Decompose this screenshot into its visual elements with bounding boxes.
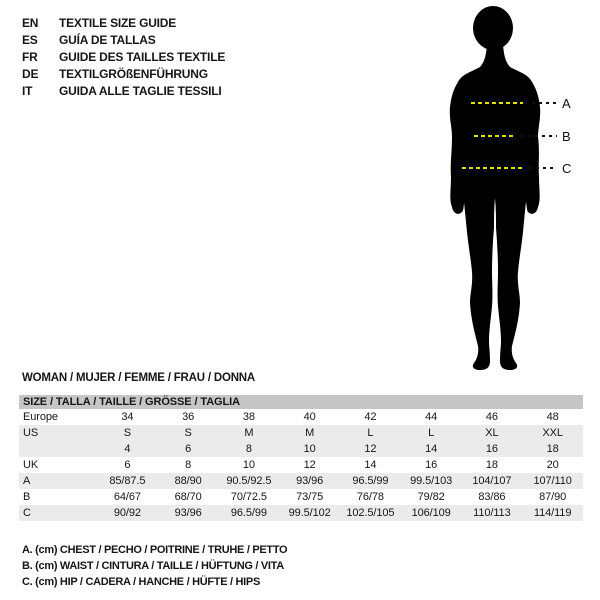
table-cell: 85/87.5 bbox=[109, 475, 146, 487]
table-cell: 4 bbox=[124, 443, 131, 455]
table-cell: 93/96 bbox=[296, 475, 324, 487]
table-cell: M bbox=[305, 427, 315, 439]
table-cell: 79/82 bbox=[417, 491, 445, 503]
table-cell: 12 bbox=[303, 459, 316, 471]
table-cell: 114/119 bbox=[533, 507, 572, 519]
table-row bbox=[19, 457, 583, 473]
table-cell: 16 bbox=[425, 459, 438, 471]
silhouette-head bbox=[473, 6, 513, 50]
size-table bbox=[19, 395, 583, 521]
language-row bbox=[22, 66, 225, 83]
table-cell: 18 bbox=[485, 459, 498, 471]
legend-line: A. (cm) CHEST / PECHO / POITRINE / TRUHE / PETTO bbox=[22, 544, 288, 556]
marker-label-a: A bbox=[562, 96, 571, 111]
table-cell: 46 bbox=[485, 411, 498, 423]
language-code: DE bbox=[22, 67, 39, 81]
table-cell: XL bbox=[485, 427, 499, 439]
table-row bbox=[19, 409, 583, 425]
table-cell: 110/113 bbox=[473, 507, 511, 519]
table-cell: 104/107 bbox=[472, 475, 512, 487]
marker-label-c: C bbox=[562, 161, 572, 176]
table-cell: 93/96 bbox=[174, 507, 202, 519]
size-table-body bbox=[19, 409, 583, 521]
table-cell: 48 bbox=[546, 411, 559, 423]
table-cell: 12 bbox=[364, 443, 377, 455]
size-table-header: SIZE / TALLA / TAILLE / GRÖSSE / TAGLIA bbox=[19, 395, 583, 409]
table-cell: 87/90 bbox=[539, 491, 567, 503]
table-cell: 8 bbox=[185, 459, 192, 471]
language-row bbox=[22, 83, 225, 100]
table-cell: 6 bbox=[185, 443, 192, 455]
language-title: GUÍA DE TALLAS bbox=[59, 33, 156, 47]
woman-silhouette-figure bbox=[400, 0, 600, 380]
table-cell: 64/67 bbox=[113, 491, 141, 503]
table-cell: XXL bbox=[542, 427, 563, 439]
table-cell: 83/86 bbox=[478, 491, 506, 503]
table-cell: 10 bbox=[303, 443, 316, 455]
language-title: TEXTILE SIZE GUIDE bbox=[59, 16, 177, 30]
table-cell: 107/110 bbox=[533, 475, 572, 487]
table-cell: 96.5/99 bbox=[230, 507, 267, 519]
table-row-label: A bbox=[23, 475, 31, 487]
table-row-label: C bbox=[23, 507, 31, 519]
table-cell: 42 bbox=[364, 411, 377, 423]
table-cell: 99.5/102 bbox=[288, 507, 331, 519]
table-cell: 99.5/103 bbox=[410, 475, 453, 487]
table-cell: M bbox=[244, 427, 254, 439]
table-row bbox=[19, 441, 583, 457]
table-cell: 90.5/92.5 bbox=[226, 475, 272, 487]
language-title: GUIDE DES TAILLES TEXTILE bbox=[59, 50, 226, 64]
table-cell: 38 bbox=[242, 411, 255, 423]
section-title-woman: WOMAN / MUJER / FEMME / FRAU / DONNA bbox=[22, 372, 256, 384]
language-row bbox=[22, 49, 225, 66]
table-cell: 8 bbox=[245, 443, 252, 455]
table-cell: 40 bbox=[303, 411, 316, 423]
table-cell: 10 bbox=[242, 459, 255, 471]
table-cell: 18 bbox=[546, 443, 559, 455]
table-cell: 73/75 bbox=[296, 491, 324, 503]
legend-line: C. (cm) HIP / CADERA / HANCHE / HÜFTE / HIPS bbox=[22, 576, 260, 588]
measurement-legend bbox=[22, 542, 287, 590]
woman-silhouette-svg bbox=[400, 0, 600, 380]
table-cell: 90/92 bbox=[113, 507, 141, 519]
table-cell: 106/109 bbox=[411, 507, 451, 519]
table-cell: 76/78 bbox=[356, 491, 384, 503]
table-cell: S bbox=[184, 427, 192, 439]
language-code: EN bbox=[22, 16, 39, 30]
language-code: ES bbox=[22, 33, 38, 47]
table-cell: L bbox=[428, 427, 435, 439]
woman-silhouette bbox=[450, 45, 540, 370]
table-cell: 14 bbox=[364, 459, 377, 471]
table-cell: L bbox=[367, 427, 374, 439]
language-code: IT bbox=[22, 84, 33, 98]
table-cell: 20 bbox=[546, 459, 559, 471]
language-title: TEXTILGRÖßENFÜHRUNG bbox=[59, 67, 208, 81]
table-cell: 14 bbox=[425, 443, 438, 455]
table-row bbox=[19, 489, 583, 505]
language-code: FR bbox=[22, 50, 38, 64]
table-row-label: US bbox=[23, 427, 39, 439]
table-row-label: Europe bbox=[23, 411, 58, 423]
table-cell: 70/72.5 bbox=[230, 491, 267, 503]
table-row bbox=[19, 425, 583, 441]
table-cell: 36 bbox=[182, 411, 195, 423]
table-cell: 44 bbox=[425, 411, 438, 423]
language-title: GUIDA ALLE TAGLIE TESSILI bbox=[59, 84, 222, 98]
table-cell: 16 bbox=[485, 443, 498, 455]
language-row bbox=[22, 15, 225, 32]
table-row-label: B bbox=[23, 491, 31, 503]
table-row-label: UK bbox=[23, 459, 39, 471]
table-cell: 34 bbox=[121, 411, 134, 423]
table-row bbox=[19, 473, 583, 489]
table-cell: 102.5/105 bbox=[346, 507, 395, 519]
table-cell: 88/90 bbox=[174, 475, 202, 487]
table-cell: 6 bbox=[124, 459, 131, 471]
language-row bbox=[22, 32, 225, 49]
table-row bbox=[19, 505, 583, 521]
table-cell: 68/70 bbox=[174, 491, 202, 503]
table-cell: S bbox=[123, 427, 131, 439]
language-title-list bbox=[22, 15, 225, 100]
marker-label-b: B bbox=[562, 129, 571, 144]
table-cell: 96.5/99 bbox=[352, 475, 389, 487]
legend-line: B. (cm) WAIST / CINTURA / TAILLE / HÜFTUNG / VITA bbox=[22, 560, 284, 572]
